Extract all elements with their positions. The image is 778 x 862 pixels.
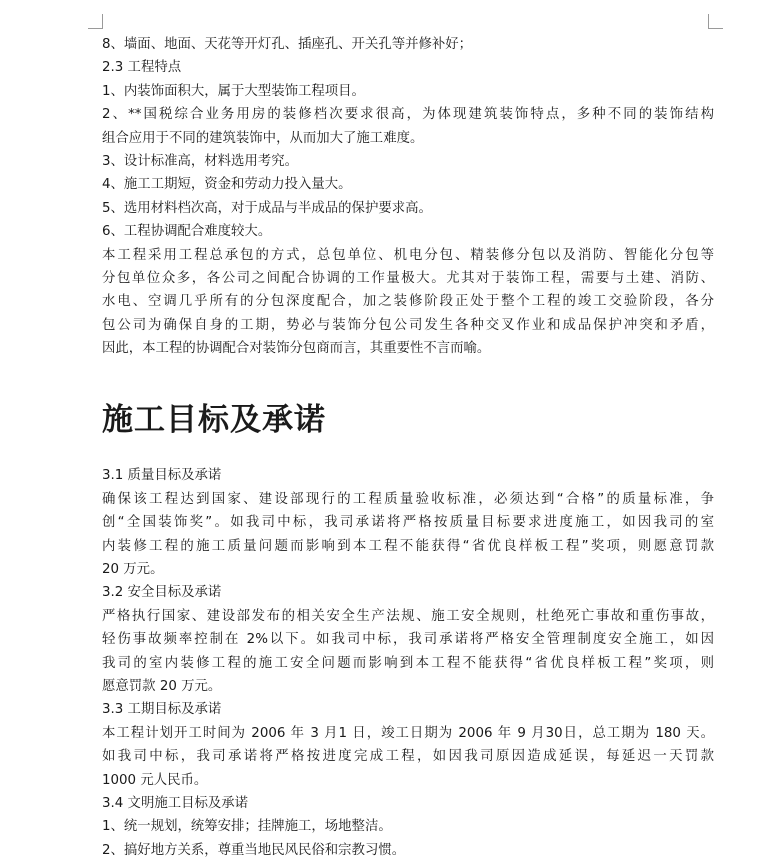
paragraph-line: 本工程计划开工时间为 2006 年 3 月1 日，竣工日期为 2006 年 9 月30日，总工期为 180 天。	[102, 725, 714, 741]
paragraph-line: 因此，本工程的协调配合对装饰分包商而言，其重要性不言而喻。	[102, 341, 491, 357]
subsection-title: 3.1 质量目标及承诺	[102, 468, 222, 484]
list-item: 8、墙面、地面、天花等开灯孔、插座孔、开关孔等并修补好；	[102, 37, 473, 52]
list-item: 3、设计标准高，材料选用考究。	[102, 153, 298, 169]
paragraph-line: 本工程采用工程总承包的方式，总包单位、机电分包、精装修分包以及消防、智能化分包等	[102, 247, 714, 263]
paragraph-line: 确保该工程达到国家、建设部现行的工程质量验收标准，必须达到“合格”的质量标准，争	[102, 491, 714, 507]
document-body	[102, 33, 714, 862]
list-item-continuation: 组合应用于不同的建筑装饰中，从而加大了施工难度。	[102, 130, 424, 146]
paragraph-line: 创“全国装饰奖”。如我司中标，我司承诺将严格按质量目标要求进度施工，如因我司的室	[102, 515, 714, 531]
paragraph-line: 内装修工程的施工质量问题而影响到本工程不能获得“省优良样板工程”奖项，则愿意罚款	[102, 538, 714, 554]
list-item: 2、搞好地方关系，尊重当地民风民俗和宗教习惯。	[102, 842, 406, 858]
list-item: 2、**国税综合业务用房的装修档次要求很高，为体现建筑装饰特点，多种不同的装饰结构	[102, 107, 714, 123]
list-item: 6、工程协调配合难度较大。	[102, 224, 272, 240]
list-item: 1、内装饰面积大，属于大型装饰工程项目。	[102, 83, 365, 99]
list-item: 5、选用材料档次高，对于成品与半成品的保护要求高。	[102, 200, 432, 216]
paragraph-line: 如我司中标，我司承诺将严格按进度完成工程，如因我司原因造成延误，每延迟一天罚款	[102, 749, 714, 765]
crop-mark-top-right	[708, 14, 723, 29]
paragraph-line: 轻伤事故频率控制在 2%以下。如我司中标，我司承诺将严格安全管理制度安全施工，如因	[102, 632, 714, 648]
subsection-title: 3.3 工期目标及承诺	[102, 702, 222, 718]
paragraph-line: 包公司为确保自身的工期，势必与装饰分包公司发生各种交叉作业和成品保护冲突和矛盾，	[102, 317, 714, 333]
section-heading: 施工目标及承诺	[102, 402, 326, 439]
paragraph-line: 严格执行国家、建设部发布的相关安全生产法规、施工安全规则，杜绝死亡事故和重伤事故，	[102, 608, 714, 624]
list-item: 4、施工工期短，资金和劳动力投入量大。	[102, 177, 352, 193]
subsection-title: 3.2 安全目标及承诺	[102, 585, 222, 601]
subsection-title: 2.3 工程特点	[102, 60, 182, 76]
subsection-title: 3.4 文明施工目标及承诺	[102, 795, 249, 811]
paragraph-line: 我司的室内装修工程的施工安全问题而影响到本工程不能获得“省优良样板工程”奖项，则	[102, 655, 714, 671]
paragraph-line: 20 万元。	[102, 562, 164, 578]
list-item: 1、统一规划，统筹安排；挂牌施工，场地整洁。	[102, 819, 392, 835]
paragraph-line: 1000 元人民币。	[102, 772, 208, 788]
paragraph-line: 水电、空调几乎所有的分包深度配合，加之装修阶段正处于整个工程的竣工交验阶段，各分	[102, 294, 714, 310]
paragraph-line: 愿意罚款 20 万元。	[102, 678, 222, 694]
crop-mark-top-left	[88, 14, 103, 29]
paragraph-line: 分包单位众多，各公司之间配合协调的工作量极大。尤其对于装饰工程，需要与土建、消防、	[102, 270, 714, 286]
